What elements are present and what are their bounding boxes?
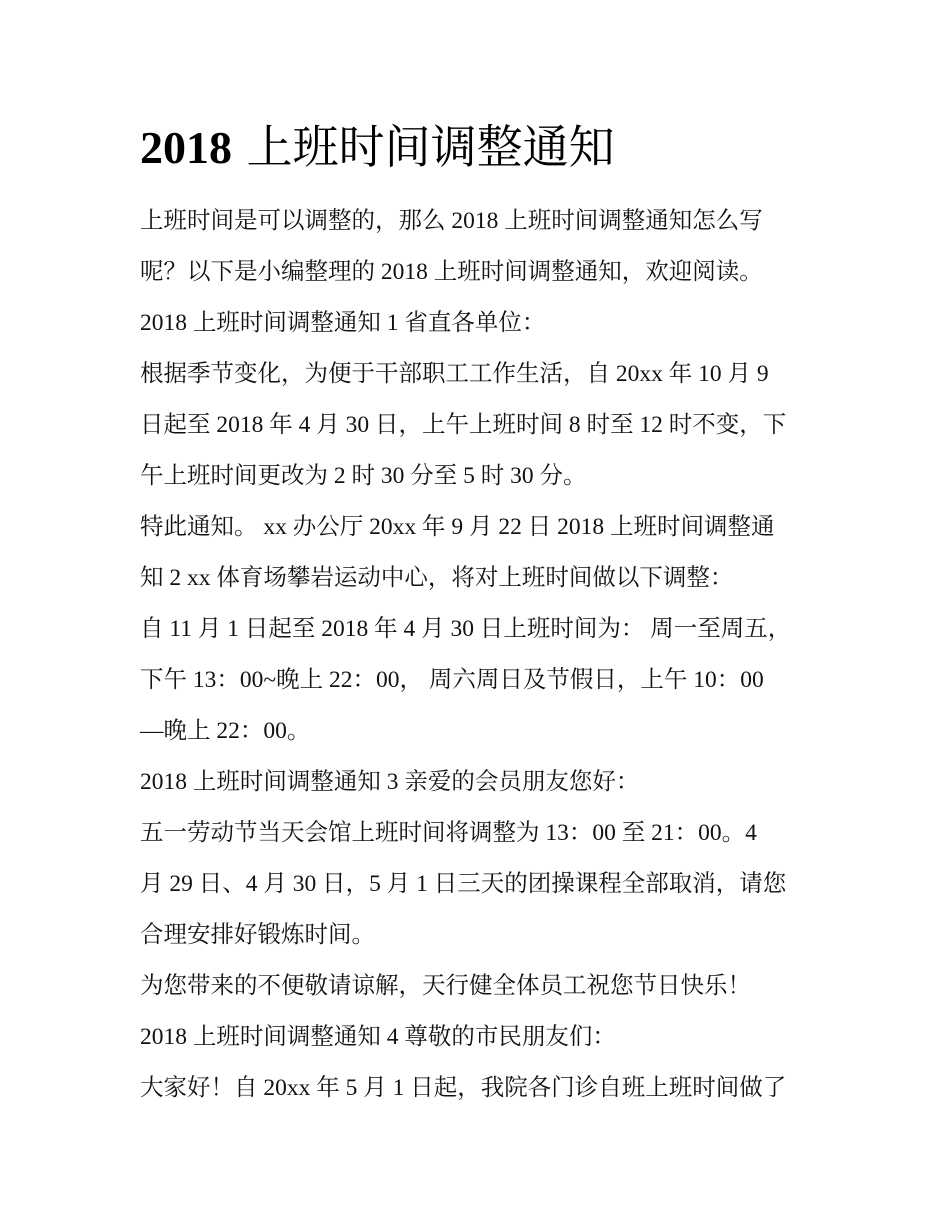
paragraph-line: 2018 上班时间调整通知 1 省直各单位： — [140, 310, 546, 336]
paragraph-line: 为您带来的不便敬请谅解，天行健全体员工祝您节日快乐！ — [140, 973, 751, 999]
paragraph-line: —晚上 22：00。 — [140, 718, 311, 744]
page-title — [140, 118, 615, 177]
paragraph-line: 午上班时间更改为 2 时 30 分至 5 时 30 分。 — [140, 463, 587, 489]
paragraph-line: 呢？以下是小编整理的 2018 上班时间调整通知，欢迎阅读。 — [140, 259, 763, 285]
paragraph-line: 2018 上班时间调整通知 3 亲爱的会员朋友您好： — [140, 769, 640, 795]
paragraph-line: 日起至 2018 年 4 月 30 日，上午上班时间 8 时至 12 时不变，下 — [140, 412, 787, 438]
body-text — [140, 196, 812, 1114]
paragraph-line: 月 29 日、4 月 30 日，5 月 1 日三天的团操课程全部取消，请您 — [140, 871, 787, 897]
paragraph-line: 特此通知。 xx 办公厅 20xx 年 9 月 22 日 2018 上班时间调整通 — [140, 514, 775, 540]
paragraph-line: 大家好！自 20xx 年 5 月 1 日起，我院各门诊自班上班时间做了 — [140, 1075, 787, 1101]
title-year: 2018 — [140, 122, 232, 173]
paragraph-line: 知 2 xx 体育场攀岩运动中心，将对上班时间做以下调整： — [140, 565, 734, 591]
paragraph-line: 下午 13：00~晚上 22：00， 周六周日及节假日，上午 10：00 — [140, 667, 764, 693]
paragraph-line: 五一劳动节当天会馆上班时间将调整为 13：00 至 21：00。4 — [140, 820, 757, 846]
paragraph-line: 2018 上班时间调整通知 4 尊敬的市民朋友们： — [140, 1024, 616, 1050]
paragraph-line: 合理安排好锻炼时间。 — [140, 922, 375, 948]
paragraph-line: 上班时间是可以调整的，那么 2018 上班时间调整通知怎么写 — [140, 208, 763, 234]
title-text: 上班时间调整通知 — [246, 120, 615, 174]
paragraph-line: 根据季节变化，为便于干部职工工作生活，自 20xx 年 10 月 9 — [140, 361, 769, 387]
paragraph-line: 自 11 月 1 日起至 2018 年 4 月 30 日上班时间为： 周一至周五， — [140, 616, 792, 642]
